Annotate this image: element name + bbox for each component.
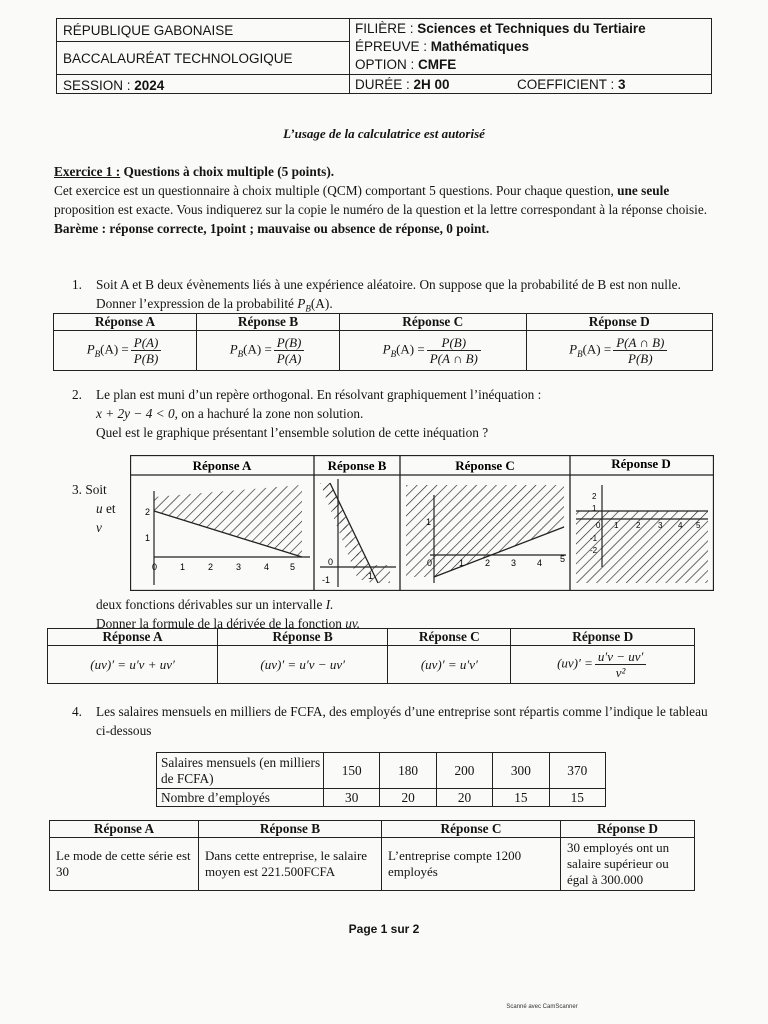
q4-col-b: Réponse B xyxy=(199,821,382,838)
q3-answer-c: (uv)′ = u′v′ xyxy=(388,646,511,684)
header-option: OPTION : CMFE xyxy=(355,57,457,72)
graph-d-xtick: 1 xyxy=(614,521,619,530)
q4-answer-a: Le mode de cette série est 30 xyxy=(50,838,199,891)
q4-answer-table xyxy=(49,820,695,891)
calculator-note: L’usage de la calculatrice est autorisé xyxy=(283,126,485,141)
graph-d-title: Réponse D xyxy=(611,456,671,471)
employee-count: 20 xyxy=(380,789,436,807)
graph-d xyxy=(576,485,708,583)
q4-answer-c: L’entreprise compte 1200 employés xyxy=(382,838,561,891)
q1-col-d: Réponse D xyxy=(526,314,713,331)
graph-d-ytick: -1 xyxy=(590,534,598,543)
salary-value: 300 xyxy=(493,753,549,789)
question-4: 4. Les salaires mensuels en milliers de FCFA, des employés d’une entreprise sont répartis comme l’indique le tableau ci-dessous xyxy=(72,704,708,738)
salary-row-label: Salaires mensuels (en milliers de FCFA) xyxy=(157,753,324,789)
header-duree: DURÉE : 2H 00 xyxy=(355,77,450,92)
q1-col-c: Réponse C xyxy=(340,314,526,331)
q3-answer-a: (uv)′ = u′v + uv′ xyxy=(48,646,218,684)
graph-d-xtick: 2 xyxy=(636,521,641,530)
graph-a-xtick: 2 xyxy=(208,562,214,572)
header-session: SESSION : 2024 xyxy=(63,78,165,93)
header-bac: BACCALAURÉAT TECHNOLOGIQUE xyxy=(63,51,293,66)
q1-answer-d: $P_B(A)$ = $\frac{P(A \cap B)}{P(B)}$ xyxy=(526,331,713,371)
graph-a-xtick: 3 xyxy=(236,562,242,572)
q1-answer-b: $P_B(A)$ = $\frac{P(B)}{P(A)}$ xyxy=(197,331,340,371)
graph-c-xtick: 5 xyxy=(560,554,566,564)
exercise-title: Exercice 1 : Questions à choix multiple (5 points). xyxy=(54,164,335,179)
graph-d-ytick: -2 xyxy=(590,546,598,555)
q4-answer-b: Dans cette entreprise, le salaire moyen est 221.500FCFA xyxy=(199,838,382,891)
graph-a-xtick: 1 xyxy=(180,562,186,572)
exercise-intro xyxy=(54,162,718,238)
q3-answer-table xyxy=(47,628,695,684)
q3-col-c: Réponse C xyxy=(388,629,511,646)
graph-d-ytick: 1 xyxy=(592,504,597,513)
graph-b-xtick: 0 xyxy=(328,557,334,567)
employee-count: 15 xyxy=(493,789,549,807)
graph-c-xtick: 2 xyxy=(485,558,491,568)
question-3-left: 3. Soit u et v xyxy=(72,482,116,535)
graph-a-xtick: 0 xyxy=(152,562,158,572)
salary-value: 150 xyxy=(324,753,380,789)
graph-c-xtick: 1 xyxy=(459,558,465,568)
graph-a-xtick: 4 xyxy=(264,562,270,572)
employee-count: 20 xyxy=(436,789,492,807)
q1-answer-a: $P_B(A)$ = $\frac{P(A)}{P(B)}$ xyxy=(54,331,197,371)
graph-a-ytick: 2 xyxy=(145,507,151,517)
graph-d-xtick: 0 xyxy=(596,521,601,530)
graph-a-ytick: 1 xyxy=(145,533,151,543)
graph-c-xtick: 4 xyxy=(537,558,543,568)
q3-col-b: Réponse B xyxy=(218,629,388,646)
exercise-instructions: Cet exercice est un questionnaire à choix multiple (QCM) comportant 5 questions. Pour chaque question, une seule proposition est exacte. Vous indiquerez sur la copie le numéro de la question et la lettre correspondant à la réponse choisie. xyxy=(54,183,708,217)
q1-col-b: Réponse B xyxy=(197,314,340,331)
graph-a-xtick: 5 xyxy=(290,562,296,572)
q1-answer-c: $P_B(A)$ = $\frac{P(B)}{P(A \cap B)}$ xyxy=(340,331,526,371)
q4-col-d: Réponse D xyxy=(561,821,695,838)
q3-col-d: Réponse D xyxy=(511,629,695,646)
scanner-watermark: Scanné avec CamScanner xyxy=(506,1004,578,1010)
graph-c-ytick: 1 xyxy=(426,517,432,527)
graph-d-ytick: 2 xyxy=(592,492,597,501)
header-epreuve: ÉPREUVE : Mathématiques xyxy=(355,39,530,54)
graph-c-xtick: 0 xyxy=(427,558,433,568)
q1-col-a: Réponse A xyxy=(54,314,197,331)
employee-count: 15 xyxy=(549,789,605,807)
graph-b-ytick: -1 xyxy=(322,575,331,585)
q4-col-a: Réponse A xyxy=(50,821,199,838)
graph-a-title: Réponse A xyxy=(192,458,252,473)
graph-b xyxy=(320,479,396,587)
q2-graph-table xyxy=(130,455,714,591)
graph-d-xtick: 5 xyxy=(696,521,701,530)
header-republique: RÉPUBLIQUE GABONAISE xyxy=(63,23,234,38)
graph-b-title: Réponse B xyxy=(327,458,387,473)
header-box xyxy=(56,18,712,94)
graph-c-title: Réponse C xyxy=(455,458,515,473)
graph-d-xtick: 3 xyxy=(658,521,663,530)
graph-d-xtick: 4 xyxy=(678,521,683,530)
employee-count: 30 xyxy=(324,789,380,807)
salary-value: 200 xyxy=(436,753,492,789)
employees-row-label: Nombre d’employés xyxy=(157,789,324,807)
q4-answer-d: 30 employés ont un salaire supérieur ou égal à 300.000 xyxy=(561,838,695,891)
question-1: 1. Soit A et B deux évènements liés à une expérience aléatoire. On suppose que la probabilité de B est non nulle. Donner l’expression de la probabilité $P_B(A)$. xyxy=(72,277,681,314)
exercise-bareme: Barème : réponse correcte, 1point ; mauvaise ou absence de réponse, 0 point. xyxy=(54,221,490,236)
q3-answer-d: (uv)′ = $\frac{u'v - uv'}{\text{v²}}$ xyxy=(511,646,695,684)
question-2: 2. Le plan est muni d’un repère orthogonal. En résolvant graphiquement l’inéquation : x + 2y − 4 < 0, on a hachuré la zone non solution. Quel est le graphique présentant l’ensemble solution de cette inéquation ? xyxy=(72,387,542,440)
q4-col-c: Réponse C xyxy=(382,821,561,838)
graph-c xyxy=(406,485,566,583)
salary-value: 180 xyxy=(380,753,436,789)
salary-table xyxy=(156,752,606,807)
salary-value: 370 xyxy=(549,753,605,789)
graph-b-xtick: 1 xyxy=(368,571,374,581)
page-footer: Page 1 sur 2 xyxy=(348,922,420,936)
graph-a xyxy=(145,485,310,585)
header-filiere: FILIÈRE : Sciences et Techniques du Tertiaire xyxy=(355,21,646,36)
question-3-text: deux fonctions dérivables sur un intervalle I. Donner la formule de la dérivée de la fonction uv. xyxy=(96,597,361,631)
q1-answer-table xyxy=(53,313,713,371)
graph-c-xtick: 3 xyxy=(511,558,517,568)
q3-col-a: Réponse A xyxy=(48,629,218,646)
q3-answer-b: (uv)′ = u′v − uv′ xyxy=(218,646,388,684)
header-coefficient: COEFFICIENT : 3 xyxy=(517,77,626,92)
